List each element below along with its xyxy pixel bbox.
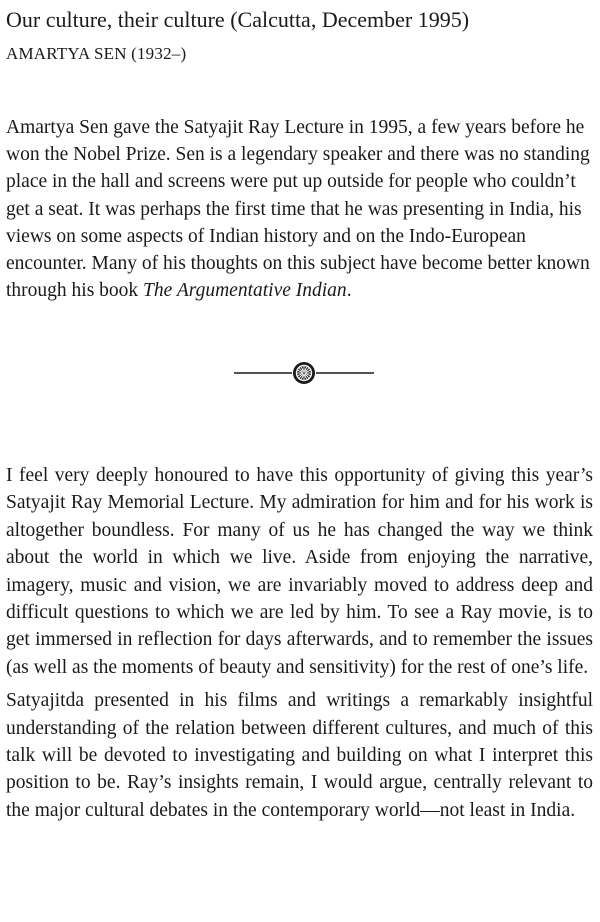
- wheel-ornament-icon: [293, 362, 315, 384]
- lecture-text: [6, 462, 593, 824]
- book-title: The Argumentative Indian: [143, 280, 347, 302]
- intro-end-punctuation: .: [346, 280, 352, 302]
- intro-text: Amartya Sen gave the Satyajit Ray Lecture in 1995, a few years before he won the Nobel Prize. Sen is a legendary speaker and there was no standing place in the hall and screens were put up outside for people who couldn’t get a seat. It was perhaps the first time that he was presenting in India, his views on some aspects of Indian history and on the Indo-European encounter. Many of his thoughts on this subject have become better known through his book: [6, 117, 590, 302]
- chapter-title: Our culture, their culture (Calcutta, December 1995): [6, 7, 470, 32]
- author-line: AMARTYA SEN (1932–): [6, 44, 187, 63]
- lecture-paragraph-2: Satyajitda presented in his films and writings a remarkably insightful understanding of the relation between different cultures, and much of this talk will be devoted to investigating and building on what I interpret this position to be. Ray’s insights remain, I would argue, centrally relevant to the major cultural debates in the contemporary world—not least in India.: [6, 690, 593, 821]
- section-divider: [234, 361, 374, 385]
- intro-paragraph: [6, 114, 593, 304]
- lecture-paragraph-1: I feel very deeply honoured to have this opportunity of giving this year’s Satyajit Ray Memorial Lecture. My admiration for him and for his work is altogether boundless. For many of us he has changed the way we think about the world in which we live. Aside from enjoying the narrative, imagery, music and vision, we are invariably moved to address deep and difficult questions to which we are led by him. To see a Ray movie, is to get immersed in reflection for days afterwards, and to remember the issues (as well as the moments of beauty and sensitivity) for the rest of one’s life.: [6, 465, 593, 678]
